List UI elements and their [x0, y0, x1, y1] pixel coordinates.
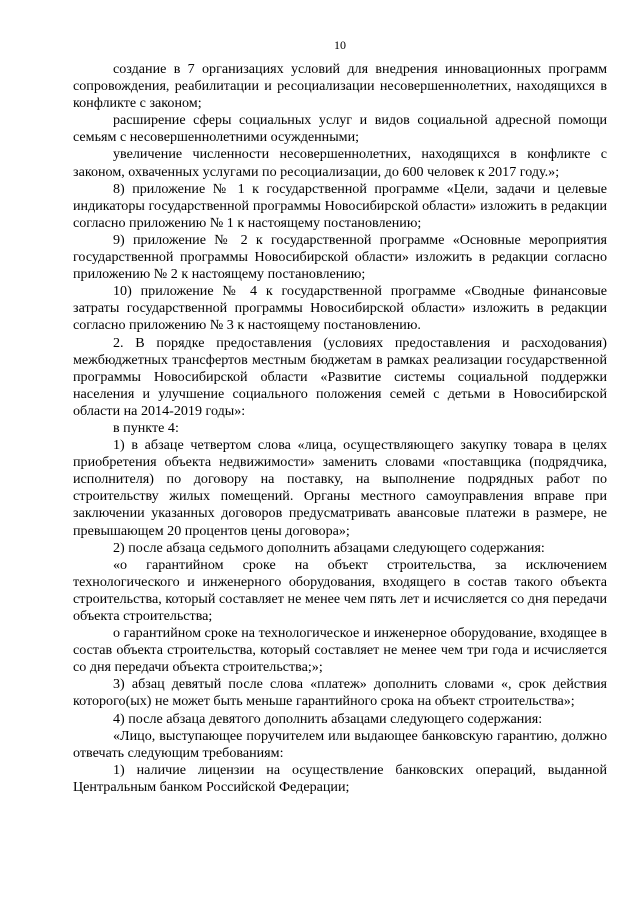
paragraph: 1) наличие лицензии на осуществление банковских операций, выданной Центральным банком Российской Федерации; [73, 761, 607, 795]
paragraph: 2. В порядке предоставления (условиях предоставления и расходования) межбюджетных трансфертов местным бюджетам в рамках реализации государственной программы Новосибирской области «Развитие системы социальной поддержки населения и улучшение социального положения семей с детьми в Новосибирской области на 2014-2019 годы»: [73, 334, 607, 419]
document-page [73, 0, 607, 796]
paragraph: расширение сферы социальных услуг и видов социальной адресной помощи семьям с несовершеннолетними осужденными; [73, 112, 607, 146]
paragraph: о гарантийном сроке на технологическое и инженерное оборудование, входящее в состав объекта строительства, который составляет не менее чем три года и исчисляется со дня передачи объекта строительства;»; [73, 625, 607, 676]
paragraph: 1) в абзаце четвертом слова «лица, осуществляющего закупку товара в целях приобретения объекта недвижимости» заменить словами «поставщика (подрядчика, исполнителя) по договору на поставку, на выполнение подрядных работ по строительству жилых помещений. Органы местного самоуправления вправе при заключении указанных договоров предусматривать авансовые платежи в размере, не превышающем 20 процентов цены договора»; [73, 437, 607, 539]
page-number: 10 [334, 38, 346, 52]
paragraph: «о гарантийном сроке на объект строительства, за исключением технологического и инженерного оборудования, входящего в состав такого объекта строительства, который составляет не менее чем пять лет и исчисляется со дня передачи объекта строительства; [73, 556, 607, 624]
paragraph: увеличение численности несовершеннолетних, находящихся в конфликте с законом, охваченных услугами по ресоциализации, до 600 человек к 2017 году.»; [73, 146, 607, 180]
paragraph: создание в 7 организациях условий для внедрения инновационных программ сопровождения, реабилитации и ресоциализации несовершеннолетних, находящихся в конфликте с законом; [73, 61, 607, 112]
paragraph: 10) приложение № 4 к государственной программе «Сводные финансовые затраты государственной программы Новосибирской области» изложить в редакции согласно приложению № 3 к настоящему постановлению. [73, 283, 607, 334]
paragraph: 8) приложение № 1 к государственной программе «Цели, задачи и целевые индикаторы государственной программы Новосибирской области» изложить в редакции согласно приложению № 1 к настоящему постановлению; [73, 180, 607, 231]
paragraph: 3) абзац девятый после слова «платеж» дополнить словами «, срок действия которого(ых) не может быть меньше гарантийного срока на объект строительства»; [73, 676, 607, 710]
paragraph: 9) приложение № 2 к государственной программе «Основные мероприятия государственной программы Новосибирской области» изложить в редакции согласно приложению № 2 к настоящему постановлению; [73, 231, 607, 283]
paragraph: «Лицо, выступающее поручителем или выдающее банковскую гарантию, должно отвечать следующим требованиям: [73, 727, 607, 761]
paragraph: 4) после абзаца девятого дополнить абзацами следующего содержания: [113, 710, 543, 727]
paragraph: в пункте 4: [113, 419, 179, 436]
paragraph: 2) после абзаца седьмого дополнить абзацами следующего содержания: [113, 539, 545, 556]
